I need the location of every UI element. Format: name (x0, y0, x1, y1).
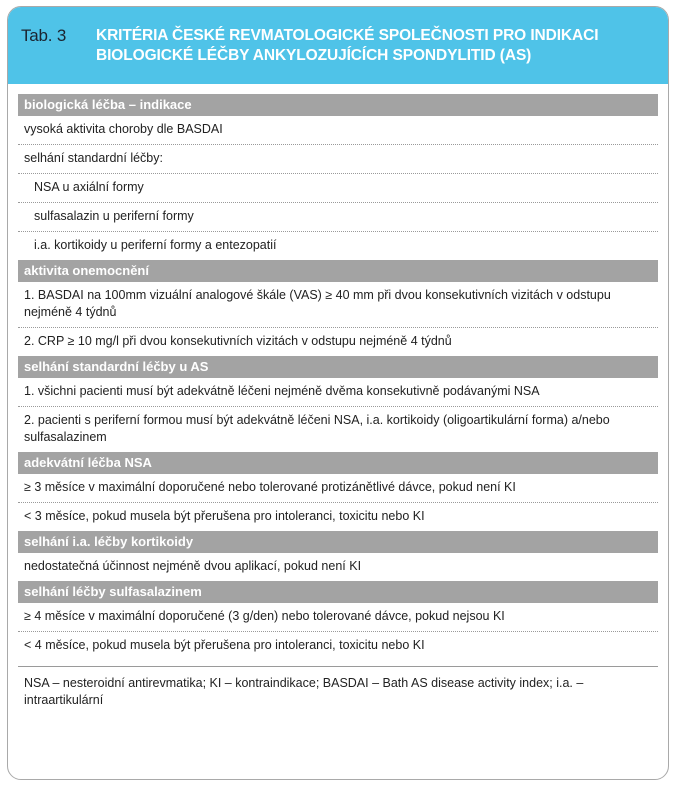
table-footnote: NSA – nesteroidní antirevmatika; KI – kontraindikace; BASDAI – Bath AS disease activity index; i.a. – intraartikulární (18, 666, 658, 709)
table-title (96, 26, 656, 66)
table-row: 1. BASDAI na 100mm vizuální analogové škále (VAS) ≥ 40 mm při dvou konsekutivních vizitách v odstupu nejméně 4 týdnů (18, 282, 658, 328)
table-row: NSA u axiální formy (18, 174, 658, 203)
table-title-line-2: BIOLOGICKÉ LÉČBY ANKYLOZUJÍCÍCH SPONDYLITID (AS) (96, 47, 532, 64)
table-row: i.a. kortikoidy u periferní formy a entezopatií (34, 238, 277, 252)
table-frame (7, 6, 669, 780)
table-row: nedostatečná účinnost nejméně dvou aplikací, pokud není KI (24, 559, 362, 573)
table-row: selhání standardní léčby: (18, 145, 658, 174)
table-row: vysoká aktivita choroby dle BASDAI (18, 116, 658, 145)
section-header: aktivita onemocnění (18, 260, 658, 282)
table-row: < 3 měsíce, pokud musela být přerušena pro intoleranci, toxicitu nebo KI (24, 509, 425, 523)
table-row: 2. pacienti s periferní formou musí být adekvátně léčeni NSA, i.a. kortikoidy (oligoartikulární forma) a/nebo sulfasalazinem (24, 413, 610, 444)
table-row: ≥ 4 měsíce v maximální doporučené (3 g/den) nebo tolerované dávce, pokud nejsou KI (18, 603, 658, 632)
section-header: biologická léčba – indikace (18, 94, 658, 116)
table-row: ≥ 3 měsíce v maximální doporučené nebo tolerované protizánětlivé dávce, pokud není KI (18, 474, 658, 503)
table-body (8, 84, 668, 709)
table-row: sulfasalazin u periferní formy (18, 203, 658, 232)
table-title-line-1: KRITÉRIA ČESKÉ REVMATOLOGICKÉ SPOLEČNOSTI PRO INDIKACI (96, 27, 599, 44)
section-header: selhání léčby sulfasalazinem (18, 581, 658, 603)
table-row: 1. všichni pacienti musí být adekvátně léčeni nejméně dvěma konsekutivně podávanými NSA (18, 378, 658, 407)
table-row: 2. CRP ≥ 10 mg/l při dvou konsekutivních vizitách v odstupu nejméně 4 týdnů (24, 334, 452, 348)
table-number: Tab. 3 (21, 26, 67, 45)
table-row: < 4 měsíce, pokud musela být přerušena pro intoleranci, toxicitu nebo KI (24, 638, 425, 652)
section-header: adekvátní léčba NSA (18, 452, 658, 474)
section-header: selhání i.a. léčby kortikoidy (18, 531, 658, 553)
table-header (8, 7, 668, 84)
section-header: selhání standardní léčby u AS (18, 356, 658, 378)
